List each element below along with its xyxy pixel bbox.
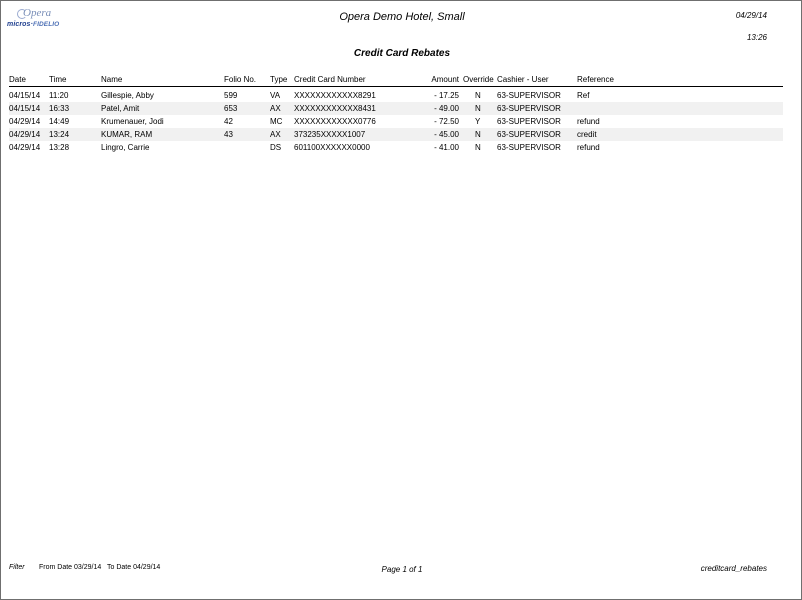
- cell-time: 11:20: [49, 91, 69, 100]
- col-header-folio: Folio No.: [224, 75, 257, 84]
- cell-time: 13:24: [49, 130, 70, 139]
- footer-filter-label: Filter: [9, 564, 25, 571]
- cell-folio: 42: [224, 117, 233, 126]
- footer-report-name: creditcard_rebates: [700, 564, 767, 573]
- col-header-credit-card: Credit Card Number: [294, 75, 366, 84]
- table-row: [9, 89, 783, 102]
- col-header-override: Override: [463, 75, 494, 84]
- cell-date: 04/15/14: [9, 91, 41, 100]
- cell-credit-card: XXXXXXXXXXXX8291: [294, 91, 376, 100]
- cell-override: Y: [475, 117, 481, 126]
- cell-cashier: 63-SUPERVISOR: [497, 143, 561, 152]
- cell-reference: refund: [577, 117, 600, 126]
- cell-override: N: [475, 91, 481, 100]
- cell-type: DS: [270, 143, 282, 152]
- cell-override: N: [475, 143, 481, 152]
- cell-credit-card: 601100XXXXXX0000: [294, 143, 370, 152]
- cell-folio: 43: [224, 130, 233, 139]
- col-header-time: Time: [49, 75, 67, 84]
- cell-name: KUMAR, RAM: [101, 130, 153, 139]
- cell-amount: - 41.00: [434, 143, 459, 152]
- cell-name: Gillespie, Abby: [101, 91, 154, 100]
- cell-amount: - 45.00: [434, 130, 459, 139]
- table-row: [9, 128, 783, 141]
- col-header-name: Name: [101, 75, 123, 84]
- report-title: Credit Card Rebates: [353, 48, 451, 59]
- col-header-amount: Amount: [431, 75, 459, 84]
- cell-credit-card: XXXXXXXXXXXX8431: [294, 104, 376, 113]
- logo-micros-text: micros·FIDELIO: [7, 21, 60, 28]
- cell-override: N: [475, 104, 481, 113]
- cell-cashier: 63-SUPERVISOR: [497, 130, 561, 139]
- cell-amount: - 49.00: [434, 104, 459, 113]
- cell-time: 16:33: [49, 104, 70, 113]
- cell-amount: - 17.25: [434, 91, 459, 100]
- col-header-date: Date: [9, 75, 26, 84]
- footer-from-date: From Date 03/29/14: [39, 564, 102, 571]
- cell-name: Lingro, Carrie: [101, 143, 150, 152]
- cell-type: MC: [270, 117, 283, 126]
- cell-name: Krumenauer, Jodi: [101, 117, 164, 126]
- cell-folio: 653: [224, 104, 238, 113]
- cell-cashier: 63-SUPERVISOR: [497, 104, 561, 113]
- cell-type: AX: [270, 104, 281, 113]
- cell-override: N: [475, 130, 481, 139]
- cell-reference: refund: [577, 143, 600, 152]
- table-row: [9, 115, 783, 128]
- cell-name: Patel, Amit: [101, 104, 140, 113]
- cell-cashier: 63-SUPERVISOR: [497, 91, 561, 100]
- cell-credit-card: XXXXXXXXXXXX0776: [294, 117, 376, 126]
- cell-credit-card: 373235XXXXX1007: [294, 130, 366, 139]
- cell-date: 04/29/14: [9, 117, 41, 126]
- cell-type: AX: [270, 130, 281, 139]
- col-header-type: Type: [270, 75, 288, 84]
- footer-page-number: Page 1 of 1: [381, 565, 423, 574]
- table-row: [9, 141, 783, 154]
- cell-reference: credit: [577, 130, 597, 139]
- logo-opera-text: Opera: [23, 7, 52, 19]
- cell-date: 04/29/14: [9, 143, 41, 152]
- footer-to-date: To Date 04/29/14: [107, 564, 161, 571]
- table-header: [9, 74, 783, 87]
- cell-date: 04/29/14: [9, 130, 41, 139]
- cell-amount: - 72.50: [434, 117, 459, 126]
- cell-folio: 599: [224, 91, 238, 100]
- print-time: 13:26: [746, 33, 767, 42]
- col-header-reference: Reference: [577, 75, 614, 84]
- cell-cashier: 63-SUPERVISOR: [497, 117, 561, 126]
- col-header-cashier: Cashier - User: [497, 75, 549, 84]
- print-date: 04/29/14: [735, 11, 767, 20]
- cell-time: 14:49: [49, 117, 70, 126]
- cell-type: VA: [270, 91, 281, 100]
- cell-reference: Ref: [577, 91, 590, 100]
- hotel-name: Opera Demo Hotel, Small: [339, 11, 465, 23]
- cell-date: 04/15/14: [9, 104, 41, 113]
- table-row: [9, 102, 783, 115]
- cell-time: 13:28: [49, 143, 70, 152]
